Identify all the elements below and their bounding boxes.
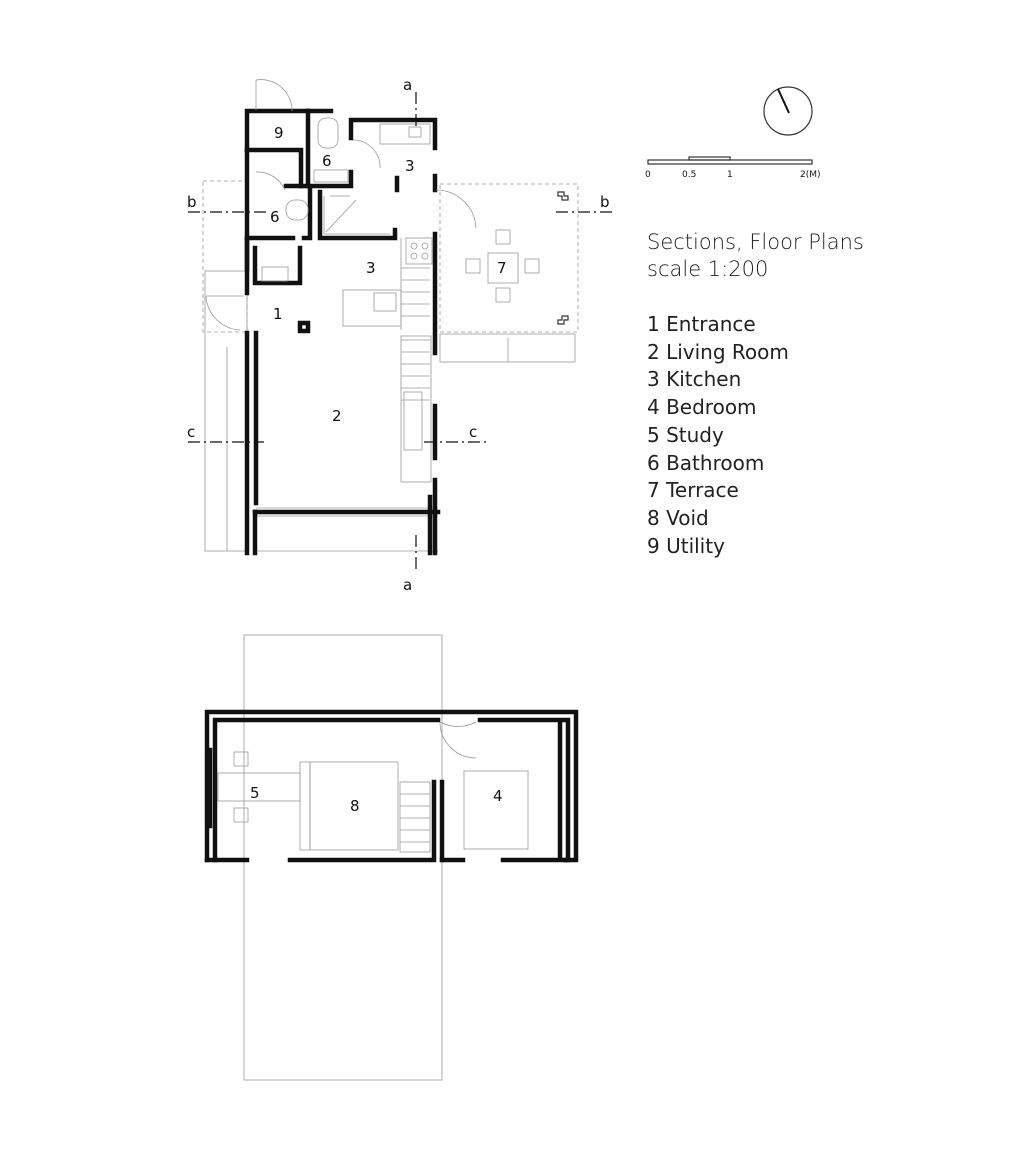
room-label-terrace: 7 bbox=[497, 259, 507, 277]
room-label-kitchen-upper: 3 bbox=[405, 157, 415, 175]
section-mark-b-left: b bbox=[187, 193, 197, 211]
drawing-title bbox=[647, 229, 864, 283]
upper-floor-plan bbox=[207, 635, 576, 1080]
section-mark-b-right: b bbox=[600, 193, 610, 211]
legend-item: 6 Bathroom bbox=[647, 450, 765, 475]
ground-floor-plan bbox=[203, 80, 578, 553]
room-legend bbox=[647, 311, 789, 560]
scale-tick-0: 0 bbox=[645, 170, 651, 180]
room-label-void: 8 bbox=[350, 797, 360, 815]
legend-item: 7 Terrace bbox=[647, 478, 739, 503]
room-label-kitchen: 3 bbox=[366, 259, 376, 277]
legend-item: 1 Entrance bbox=[647, 312, 756, 336]
room-label-entrance: 1 bbox=[273, 305, 283, 323]
legend-item: 5 Study bbox=[647, 422, 724, 447]
section-mark-a-top: a bbox=[403, 76, 413, 94]
legend-item: 2 Living Room bbox=[647, 339, 789, 364]
scale-bar bbox=[645, 157, 821, 180]
section-mark-c-right: c bbox=[469, 423, 478, 441]
north-arrow-icon bbox=[764, 87, 812, 135]
legend-item: 4 Bedroom bbox=[647, 395, 757, 420]
room-label-living-room: 2 bbox=[332, 407, 342, 425]
room-label-bathroom-upper: 6 bbox=[322, 152, 332, 170]
scale-line: scale 1:200 bbox=[647, 257, 769, 281]
scale-tick-05: 0.5 bbox=[682, 170, 697, 180]
room-label-bathroom-lower: 6 bbox=[270, 208, 280, 226]
legend-item: 3 Kitchen bbox=[647, 367, 742, 392]
section-mark-c-left: c bbox=[187, 423, 196, 441]
legend-item: 8 Void bbox=[647, 505, 709, 530]
room-label-utility: 9 bbox=[274, 124, 284, 142]
scale-tick-2m: 2(M) bbox=[800, 170, 821, 180]
room-label-study: 5 bbox=[250, 784, 260, 802]
section-mark-a-bottom: a bbox=[403, 576, 413, 594]
room-label-bedroom: 4 bbox=[493, 787, 503, 805]
scale-tick-1: 1 bbox=[727, 170, 733, 180]
title-line: Sections, Floor Plans bbox=[647, 230, 864, 254]
legend-item: 9 Utility bbox=[647, 533, 725, 558]
